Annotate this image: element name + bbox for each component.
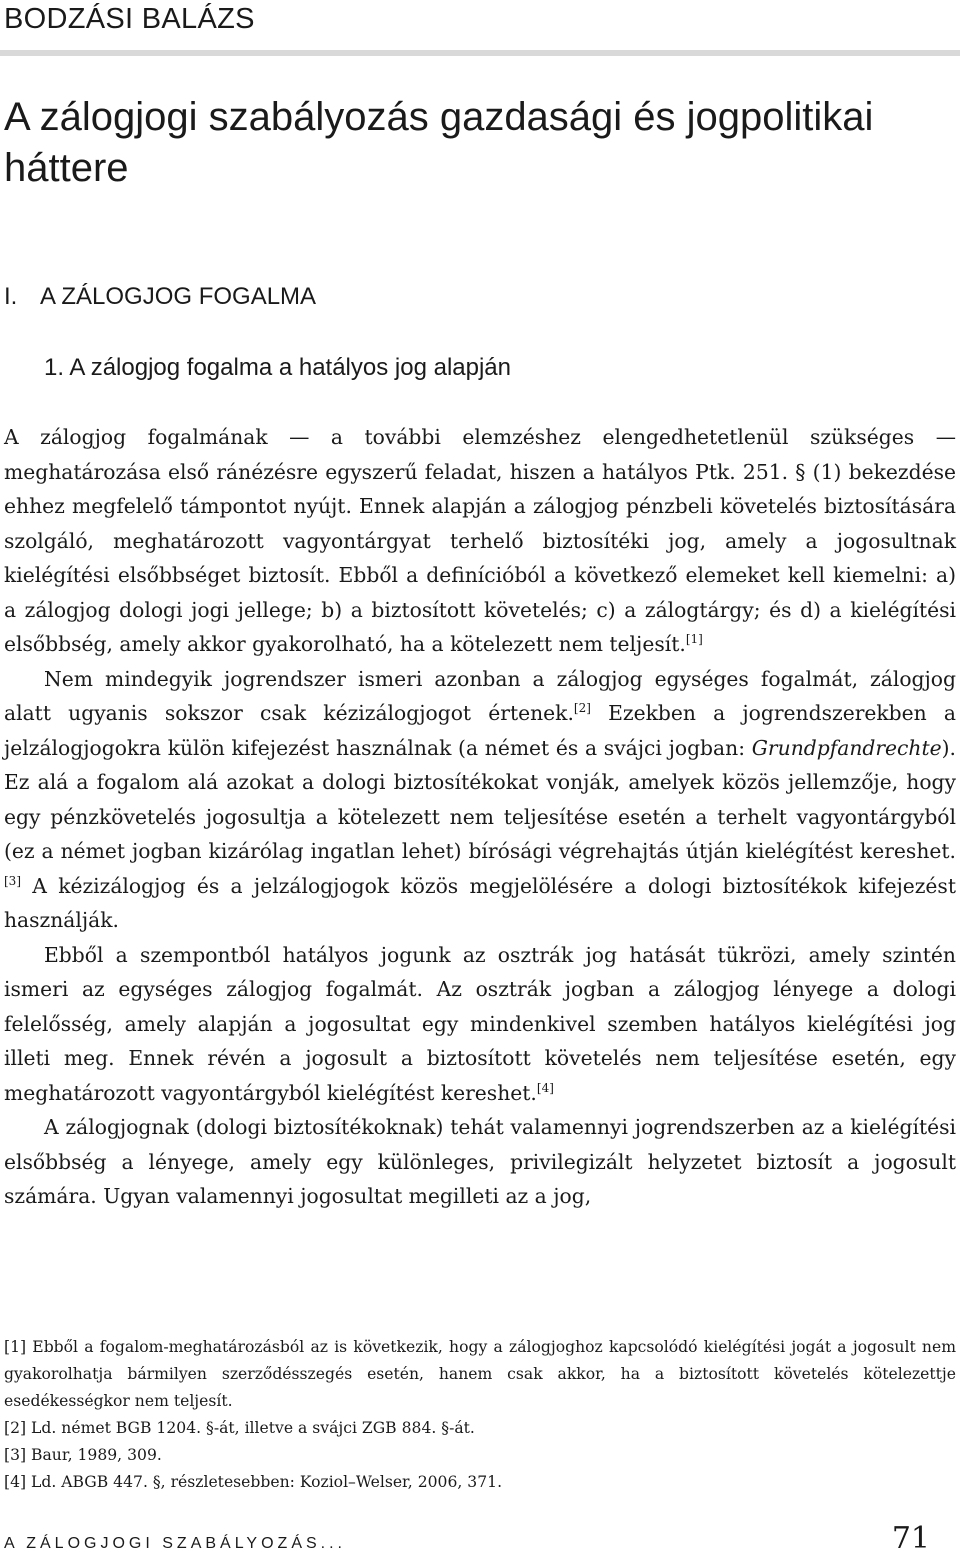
paragraph-3 — [4, 938, 956, 1111]
section-title: A ZÁLOGJOG FOGALMA — [40, 283, 317, 310]
page-number: 71 — [891, 1521, 930, 1556]
footnote-2: [2] Ld. német BGB 1204. §-át, illetve a svájci ZGB 884. §-át. — [4, 1419, 475, 1437]
footnote-ref-1[interactable]: [1] — [685, 632, 703, 646]
footnote-1: [1] Ebből a fogalom-meghatározásból az is következik, hogy a zálogjoghoz kapcsolódó kielégítési jogát a jogosult nem gyakorolhatja bármilyen szerződésszegés esetén, hanem csak akkor, ha a biztosított követelés kötelezettje esedékességkor nem teljesít. — [4, 1338, 956, 1410]
paragraph-text: Ebből a szempontból hatályos jogunk az osztrák jog hatását tükrözi, amely szintén ismeri az egységes zálogjog fogalmát. Az osztrák jogban a zálogjog lényege a dologi felelősség, amely alapján a jogosultat egy mindenkivel szemben hatályos kielégítési jog illeti meg. Ennek révén a jogosult a biztosított követelés nem teljesítése esetén, egy meghatározott vagyontárgyból kielégítést kereshet. — [4, 942, 956, 1105]
article-title: A zálogjogi szabályozás gazdasági és jogpolitikai háttere — [4, 95, 874, 190]
footnotes — [4, 1334, 956, 1496]
running-footer: A ZÁLOGJOGI SZABÁLYOZÁS... — [4, 1535, 346, 1552]
author-name: BODZÁSI BALÁZS — [4, 3, 255, 35]
paragraph-text: A kézizálogjog és a jelzálogjogok közös megjelölésére a dologi biztosítékok kifejezést használják. — [4, 873, 956, 932]
footnote-3: [3] Baur, 1989, 309. — [4, 1446, 162, 1464]
paragraph-1 — [4, 420, 956, 662]
paragraph-4 — [4, 1110, 956, 1214]
subsection-heading: 1. A zálogjog fogalma a hatályos jog alapján — [44, 354, 512, 381]
paragraph-text: Ezekben a jogrendszerekben a jelzálogjogokra külön kifejezést használnak (a német és a svájci jogban: — [4, 701, 956, 760]
footnote-ref-4[interactable]: [4] — [536, 1080, 554, 1095]
paragraph-2 — [4, 662, 956, 938]
paragraph-text: A zálogjog fogalmának — a további elemzéshez elengedhetetlenül szükséges — meghatározása első ránézésre egyszerű feladat, hiszen a hatályos Ptk. 251. § (1) bekezdése ehhez megfelelő támpontot nyújt. Ennek alapján a zálogjog pénzbeli követelés biztosítására szolgáló, meghatározott vagyontárgyat terhelő biztosítéki jog, amely a jogosultnak kielégítési elsőbbséget biztosít. Ebből a definícióból a következő elemeket kell kiemelni: a) a zálogjog dologi jogi jellege; b) a biztosított követelés; c) a zálogtárgy; és d) a kielégítési elsőbbség, amely akkor gyakorolható, ha a kötelezett nem teljesít. — [4, 425, 956, 656]
body-text — [4, 420, 956, 1214]
footnote-4: [4] Ld. ABGB 447. §, részletesebben: Koziol–Welser, 2006, 371. — [4, 1473, 503, 1491]
footnote-ref-3[interactable]: [3] — [4, 873, 21, 888]
section-heading — [4, 283, 316, 311]
section-number: I. — [4, 283, 18, 310]
paragraph-text: A zálogjognak (dologi biztosítékoknak) tehát valamennyi jogrendszerben az a kielégítési elsőbbség a lényege, amely egy különleges, privilegizált helyzetet biztosít a jogosult számára. Ugyan valamennyi jogosultat megilleti az a jog, — [4, 1115, 956, 1208]
paragraph-text: Nem mindegyik jogrendszer ismeri azonban a zálogjog egységes fogalmát, zálogjog alatt ugyanis sokszor csak kézizálogjogot értenek. — [4, 666, 956, 725]
footnote-ref-2[interactable]: [2] — [573, 701, 591, 715]
italic-term: Grundpfandrechte — [751, 735, 942, 760]
paragraph-text: ). Ez alá a fogalom alá azokat a dologi biztosítékokat vonják, amelyek közös jellemzője, hogy egy pénzkövetelés jogosultja a kötelezett nem teljesítése esetén a terhelt vagyontárgyból (ez a német jogban kizárólag ingatlan lehet) bírósági végrehajtás útján kielégítést kereshet. — [4, 735, 956, 863]
header-rule — [0, 50, 960, 56]
